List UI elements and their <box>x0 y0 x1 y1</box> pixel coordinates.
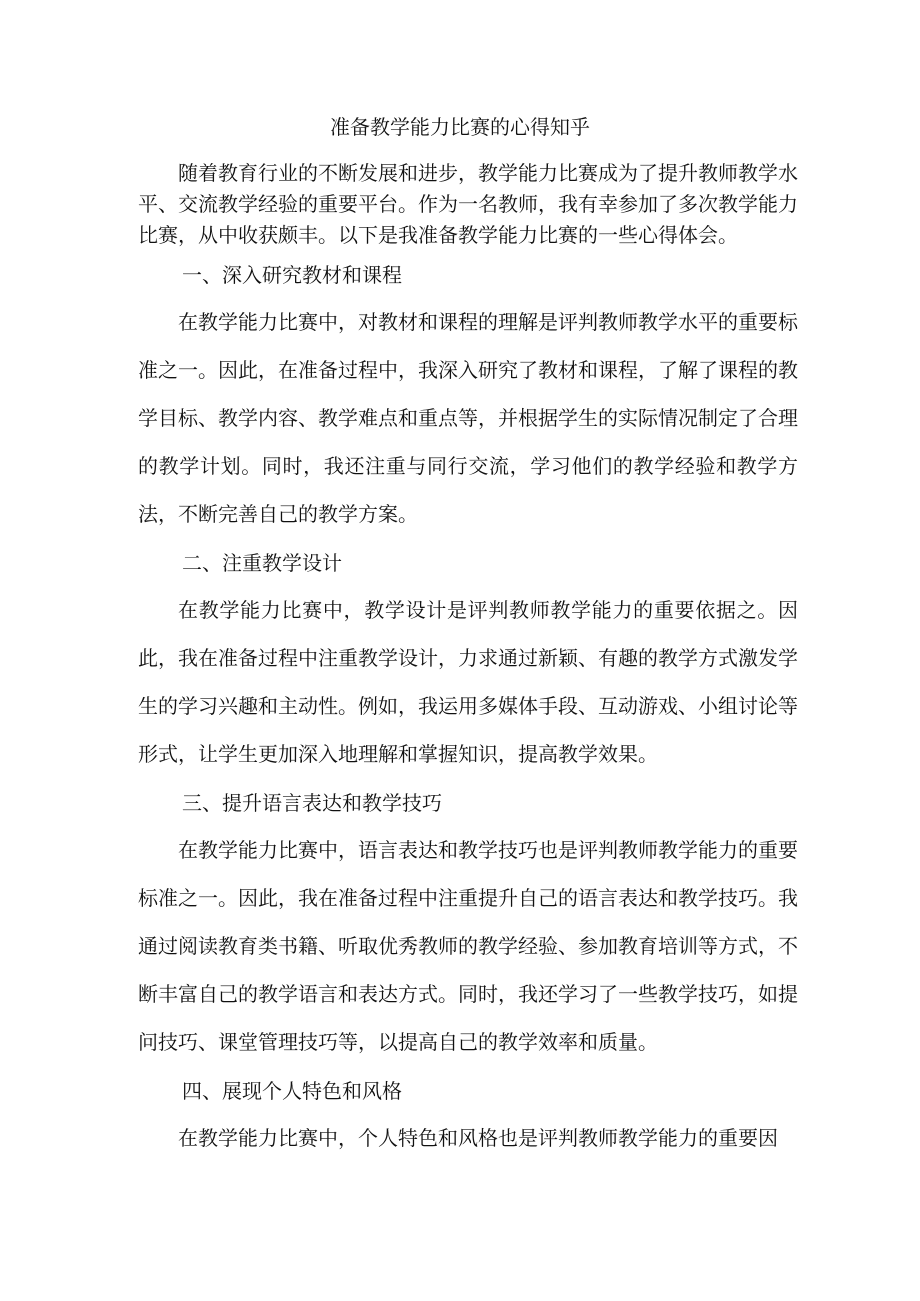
section-heading-3: 三、提升语言表达和教学技巧 <box>182 791 442 815</box>
section-body-4: 在教学能力比赛中，个人特色和风格也是评判教师教学能力的重要因 <box>178 1126 778 1150</box>
section-heading-4: 四、展现个人特色和风格 <box>182 1079 402 1103</box>
section-body-3: 在教学能力比赛中，语言表达和教学技巧也是评判教师教学能力的重要标准之一。因此，我在准备过程中注重提升自己的语言表达和教学技巧。我通过阅读教育类书籍、听取优秀教师的教学经验、参加教育培训等方式，不断丰富自己的教学语言和表达方式。同时，我还学习了一些教学技巧，如提问技巧、课堂管理技巧等，以提高自己的教学效率和质量。 <box>138 838 798 1054</box>
intro-paragraph: 随着教育行业的不断发展和进步，教学能力比赛成为了提升教师教学水平、交流教学经验的重要平台。作为一名教师，我有幸参加了多次教学能力比赛，从中收获颇丰。以下是我准备教学能力比赛的一些心得体会。 <box>138 161 798 247</box>
section-heading-2: 二、注重教学设计 <box>182 551 342 575</box>
document-title: 准备教学能力比赛的心得知乎 <box>330 115 590 139</box>
section-body-2: 在教学能力比赛中，教学设计是评判教师教学能力的重要依据之。因此，我在准备过程中注重教学设计，力求通过新颖、有趣的教学方式激发学生的学习兴趣和主动性。例如，我运用多媒体手段、互动游戏、小组讨论等形式，让学生更加深入地理解和掌握知识，提高教学效果。 <box>138 598 798 766</box>
section-heading-1: 一、深入研究教材和课程 <box>182 263 402 287</box>
section-body-1: 在教学能力比赛中，对教材和课程的理解是评判教师教学水平的重要标准之一。因此，在准备过程中，我深入研究了教材和课程，了解了课程的教学目标、教学内容、教学难点和重点等，并根据学生的实际情况制定了合理的教学计划。同时，我还注重与同行交流，学习他们的教学经验和教学方法，不断完善自己的教学方案。 <box>138 310 798 526</box>
